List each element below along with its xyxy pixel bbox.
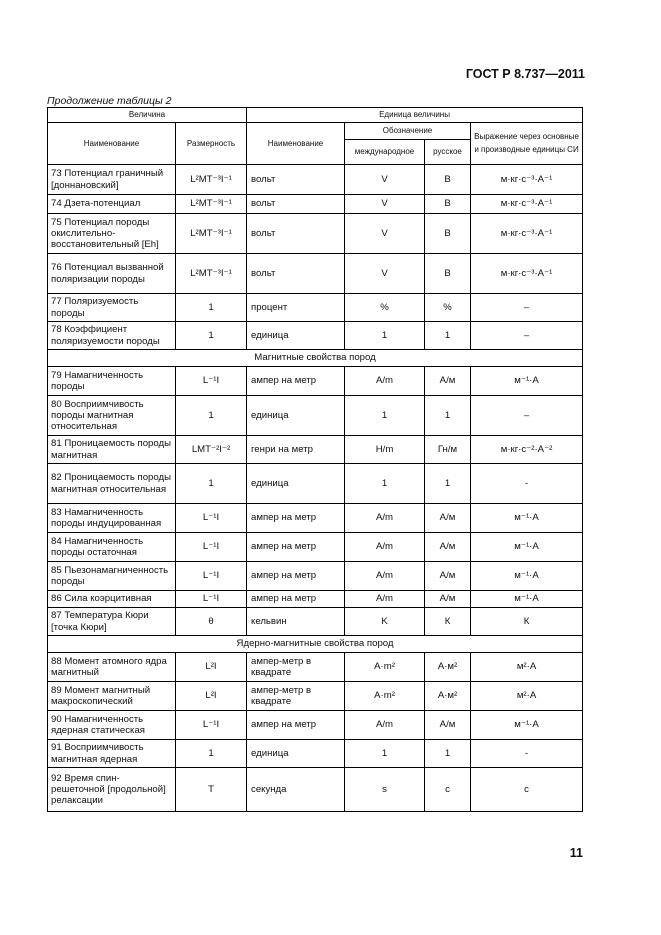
si-expression-cell: м²·А: [471, 653, 583, 682]
intl-designation-cell: A/m: [345, 533, 425, 562]
rus-designation-cell: 1: [425, 322, 471, 350]
dimension-cell: L⁻¹I: [176, 533, 247, 562]
dimension-cell: 1: [176, 396, 247, 436]
dimension-cell: L²MT⁻³I⁻¹: [176, 165, 247, 195]
section-title: Ядерно-магнитные свойства пород: [48, 636, 583, 653]
header-designation: Обозначение: [345, 123, 471, 140]
quantity-name-cell: 88 Момент атомного ядра магнитный: [48, 653, 176, 682]
unit-name-cell: ампер на метр: [247, 591, 345, 608]
quantity-name-cell: 90 Намагниченность ядерная статическая: [48, 711, 176, 740]
quantities-table: [47, 107, 583, 812]
intl-designation-cell: A·m²: [345, 653, 425, 682]
table-row: [48, 464, 583, 504]
table-row: [48, 504, 583, 533]
table-row: [48, 533, 583, 562]
intl-designation-cell: V: [345, 214, 425, 254]
rus-designation-cell: 1: [425, 740, 471, 768]
intl-designation-cell: A/m: [345, 562, 425, 591]
table-row: [48, 367, 583, 396]
rus-designation-cell: В: [425, 214, 471, 254]
intl-designation-cell: K: [345, 608, 425, 636]
table-row: [48, 396, 583, 436]
si-expression-cell: м⁻¹·А: [471, 367, 583, 396]
header-intl: международное: [345, 140, 425, 165]
si-expression-cell: –: [471, 294, 583, 322]
intl-designation-cell: A/m: [345, 711, 425, 740]
header-name: Наименование: [48, 123, 176, 165]
header-expression: Выражение через основные и производные единицы СИ: [471, 123, 583, 165]
table-continuation-caption: Продолжение таблицы 2: [47, 95, 172, 107]
intl-designation-cell: A/m: [345, 591, 425, 608]
unit-name-cell: единица: [247, 322, 345, 350]
table-row: [48, 165, 583, 195]
si-expression-cell: м·кг·с⁻³·А⁻¹: [471, 195, 583, 214]
unit-name-cell: процент: [247, 294, 345, 322]
dimension-cell: θ: [176, 608, 247, 636]
rus-designation-cell: 1: [425, 396, 471, 436]
unit-name-cell: ампер-метр в квадрате: [247, 682, 345, 711]
rus-designation-cell: А/м: [425, 533, 471, 562]
rus-designation-cell: В: [425, 165, 471, 195]
dimension-cell: L²MT⁻³I⁻¹: [176, 254, 247, 294]
unit-name-cell: вольт: [247, 165, 345, 195]
quantity-name-cell: 77 Поляризуемость породы: [48, 294, 176, 322]
dimension-cell: T: [176, 768, 247, 812]
unit-name-cell: вольт: [247, 195, 345, 214]
intl-designation-cell: 1: [345, 396, 425, 436]
dimension-cell: LMT⁻²I⁻²: [176, 436, 247, 464]
quantity-name-cell: 74 Дзета-потенциал: [48, 195, 176, 214]
dimension-cell: L²MT⁻³I⁻¹: [176, 195, 247, 214]
rus-designation-cell: А/м: [425, 711, 471, 740]
rus-designation-cell: А/м: [425, 562, 471, 591]
rus-designation-cell: Гн/м: [425, 436, 471, 464]
section-row: [48, 350, 583, 367]
table-row: [48, 608, 583, 636]
dimension-cell: L⁻¹I: [176, 562, 247, 591]
rus-designation-cell: А/м: [425, 367, 471, 396]
intl-designation-cell: s: [345, 768, 425, 812]
dimension-cell: 1: [176, 464, 247, 504]
rus-designation-cell: А/м: [425, 504, 471, 533]
intl-designation-cell: 1: [345, 464, 425, 504]
table-row: [48, 768, 583, 812]
intl-designation-cell: V: [345, 195, 425, 214]
si-expression-cell: –: [471, 322, 583, 350]
quantity-name-cell: 86 Сила коэрцитивная: [48, 591, 176, 608]
quantity-name-cell: 89 Момент магнитный макроскопический: [48, 682, 176, 711]
section-title: Магнитные свойства пород: [48, 350, 583, 367]
unit-name-cell: ампер на метр: [247, 562, 345, 591]
dimension-cell: L⁻¹I: [176, 367, 247, 396]
si-expression-cell: -: [471, 740, 583, 768]
si-expression-cell: м·кг·с⁻³·А⁻¹: [471, 165, 583, 195]
unit-name-cell: секунда: [247, 768, 345, 812]
quantity-name-cell: 85 Пьезонамагниченность породы: [48, 562, 176, 591]
dimension-cell: 1: [176, 740, 247, 768]
dimension-cell: L⁻¹I: [176, 711, 247, 740]
si-expression-cell: м⁻¹·А: [471, 562, 583, 591]
quantity-name-cell: 83 Намагниченность породы индуцированная: [48, 504, 176, 533]
unit-name-cell: генри на метр: [247, 436, 345, 464]
si-expression-cell: м·кг·с⁻²·А⁻²: [471, 436, 583, 464]
table-row: [48, 254, 583, 294]
rus-designation-cell: c: [425, 768, 471, 812]
table-row: [48, 591, 583, 608]
intl-designation-cell: A/m: [345, 504, 425, 533]
unit-name-cell: ампер на метр: [247, 533, 345, 562]
dimension-cell: L⁻¹I: [176, 504, 247, 533]
rus-designation-cell: %: [425, 294, 471, 322]
table-row: [48, 322, 583, 350]
table-row: [48, 562, 583, 591]
header-dimension: Размерность: [176, 123, 247, 165]
table-row: [48, 711, 583, 740]
rus-designation-cell: 1: [425, 464, 471, 504]
unit-name-cell: вольт: [247, 214, 345, 254]
table-row: [48, 740, 583, 768]
header-rus: русское: [425, 140, 471, 165]
si-expression-cell: м·кг·с⁻³·А⁻¹: [471, 254, 583, 294]
si-expression-cell: м⁻¹·А: [471, 533, 583, 562]
intl-designation-cell: V: [345, 254, 425, 294]
dimension-cell: L⁻¹I: [176, 591, 247, 608]
si-expression-cell: м⁻¹·А: [471, 711, 583, 740]
quantity-name-cell: 78 Коэффициент поляризуемости породы: [48, 322, 176, 350]
si-expression-cell: –: [471, 396, 583, 436]
unit-name-cell: вольт: [247, 254, 345, 294]
quantity-name-cell: 81 Проницаемость породы магнитная: [48, 436, 176, 464]
quantity-name-cell: 82 Проницаемость породы магнитная относительная: [48, 464, 176, 504]
table-row: [48, 653, 583, 682]
dimension-cell: 1: [176, 294, 247, 322]
intl-designation-cell: A·m²: [345, 682, 425, 711]
header-unit: Единица величины: [247, 108, 583, 123]
intl-designation-cell: H/m: [345, 436, 425, 464]
rus-designation-cell: В: [425, 195, 471, 214]
unit-name-cell: ампер на метр: [247, 711, 345, 740]
rus-designation-cell: А/м: [425, 591, 471, 608]
si-expression-cell: c: [471, 768, 583, 812]
section-row: [48, 636, 583, 653]
unit-name-cell: единица: [247, 740, 345, 768]
unit-name-cell: единица: [247, 396, 345, 436]
intl-designation-cell: %: [345, 294, 425, 322]
si-expression-cell: -: [471, 464, 583, 504]
header-quantity: Величина: [48, 108, 247, 123]
unit-name-cell: кельвин: [247, 608, 345, 636]
quantity-name-cell: 87 Температура Кюри [точка Кюри]: [48, 608, 176, 636]
dimension-cell: L²I: [176, 653, 247, 682]
rus-designation-cell: А·м²: [425, 682, 471, 711]
table-row: [48, 214, 583, 254]
quantity-name-cell: 79 Намагниченность породы: [48, 367, 176, 396]
quantity-name-cell: 92 Время спин-решеточной [продольной] релаксации: [48, 768, 176, 812]
quantity-name-cell: 73 Потенциал граничный [доннановский]: [48, 165, 176, 195]
si-expression-cell: м²·А: [471, 682, 583, 711]
table-row: [48, 436, 583, 464]
rus-designation-cell: А·м²: [425, 653, 471, 682]
header-unit-name: Наименование: [247, 123, 345, 165]
si-expression-cell: К: [471, 608, 583, 636]
page-number: 11: [569, 846, 583, 860]
unit-name-cell: ампер на метр: [247, 504, 345, 533]
table-row: [48, 294, 583, 322]
rus-designation-cell: К: [425, 608, 471, 636]
intl-designation-cell: V: [345, 165, 425, 195]
intl-designation-cell: 1: [345, 740, 425, 768]
dimension-cell: L²MT⁻³I⁻¹: [176, 214, 247, 254]
unit-name-cell: ампер на метр: [247, 367, 345, 396]
quantity-name-cell: 84 Намагниченность породы остаточная: [48, 533, 176, 562]
unit-name-cell: единица: [247, 464, 345, 504]
rus-designation-cell: В: [425, 254, 471, 294]
intl-designation-cell: A/m: [345, 367, 425, 396]
document-code: ГОСТ Р 8.737—2011: [465, 67, 585, 81]
si-expression-cell: м⁻¹·А: [471, 504, 583, 533]
table-row: [48, 682, 583, 711]
table-row: [48, 195, 583, 214]
quantity-name-cell: 91 Восприимчивость магнитная ядерная: [48, 740, 176, 768]
quantity-name-cell: 75 Потенциал породы окислительно-восстановительный [Eh]: [48, 214, 176, 254]
dimension-cell: L²I: [176, 682, 247, 711]
quantity-name-cell: 76 Потенциал вызванной поляризации породы: [48, 254, 176, 294]
quantity-name-cell: 80 Восприимчивость породы магнитная относительная: [48, 396, 176, 436]
si-expression-cell: м·кг·с⁻³·А⁻¹: [471, 214, 583, 254]
intl-designation-cell: 1: [345, 322, 425, 350]
unit-name-cell: ампер-метр в квадрате: [247, 653, 345, 682]
dimension-cell: 1: [176, 322, 247, 350]
si-expression-cell: м⁻¹·А: [471, 591, 583, 608]
